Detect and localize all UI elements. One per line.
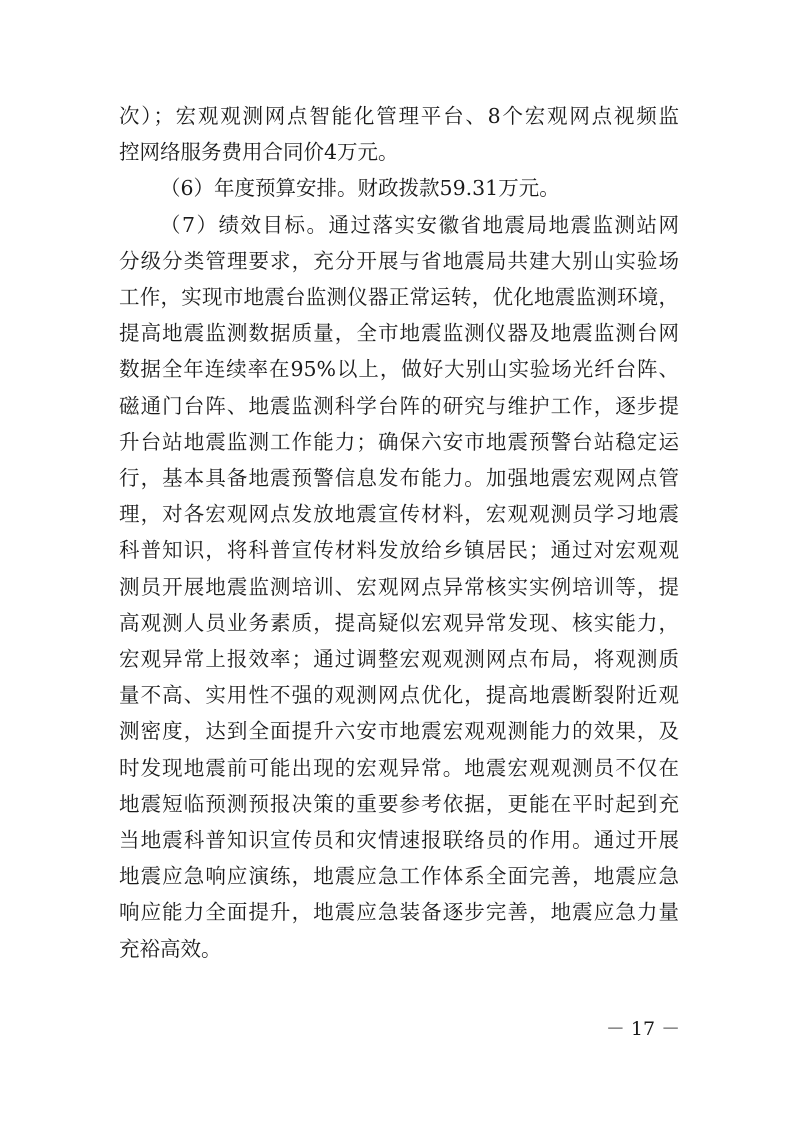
text-line: 控网络服务费用合同价4万元。	[119, 140, 399, 165]
text-line: 工作，实现市地震台监测仪器正常运转，优化地震监测环境，	[119, 285, 679, 310]
text-line: 测员开展地震监测培训、宏观网点异常核实实例培训等，提	[119, 574, 679, 599]
text-line: 分级分类管理要求，充分开展与省地震局共建大别山实验场	[119, 248, 679, 273]
text-line: 宏观异常上报效率；通过调整宏观观测网点布局，将观测质	[119, 647, 679, 672]
text-line: 科普知识，将科普宣传材料发放给乡镇居民；通过对宏观观	[119, 538, 679, 563]
body-text	[119, 98, 679, 967]
text-line: 数据全年连续率在95%以上，做好大别山实验场光纤台阵、	[119, 357, 679, 382]
text-line: 次）；宏观观测网点智能化管理平台、8个宏观网点视频监	[119, 104, 679, 128]
text-line: 响应能力全面提升，地震应急装备逐步完善，地震应急力量	[119, 900, 679, 925]
text-line: （6）年度预算安排。财政拨款59.31万元。	[160, 176, 560, 201]
text-line: （7）绩效目标。通过落实安徽省地震局地震监测站网	[160, 212, 679, 237]
text-line: 高观测人员业务素质，提高疑似宏观异常发现、核实能力，	[119, 610, 679, 635]
paragraph-continuation	[119, 98, 679, 170]
page-number: － 17 －	[605, 1018, 681, 1040]
text-line: 提高地震监测数据质量，全市地震监测仪器及地震监测台网	[119, 321, 679, 346]
text-line: 地震应急响应演练，地震应急工作体系全面完善，地震应急	[119, 864, 679, 889]
text-line: 当地震科普知识宣传员和灾情速报联络员的作用。通过开展	[119, 828, 679, 853]
text-line: 充裕高效。	[119, 936, 222, 961]
text-line: 地震短临预测预报决策的重要参考依据，更能在平时起到充	[119, 791, 679, 816]
paragraph-performance-goals	[119, 207, 679, 967]
text-line: 行，基本具备地震预警信息发布能力。加强地震宏观网点管	[119, 466, 679, 491]
text-line: 时发现地震前可能出现的宏观异常。地震宏观观测员不仅在	[119, 755, 679, 780]
paragraph-budget	[119, 170, 679, 206]
text-line: 量不高、实用性不强的观测网点优化，提高地震断裂附近观	[119, 683, 679, 708]
text-line: 理，对各宏观网点发放地震宣传材料，宏观观测员学习地震	[119, 502, 679, 527]
text-line: 升台站地震监测工作能力；确保六安市地震预警台站稳定运	[119, 429, 679, 454]
text-line: 磁通门台阵、地震监测科学台阵的研究与维护工作，逐步提	[119, 393, 679, 418]
text-line: 测密度，达到全面提升六安市地震宏观观测能力的效果，及	[119, 719, 679, 744]
